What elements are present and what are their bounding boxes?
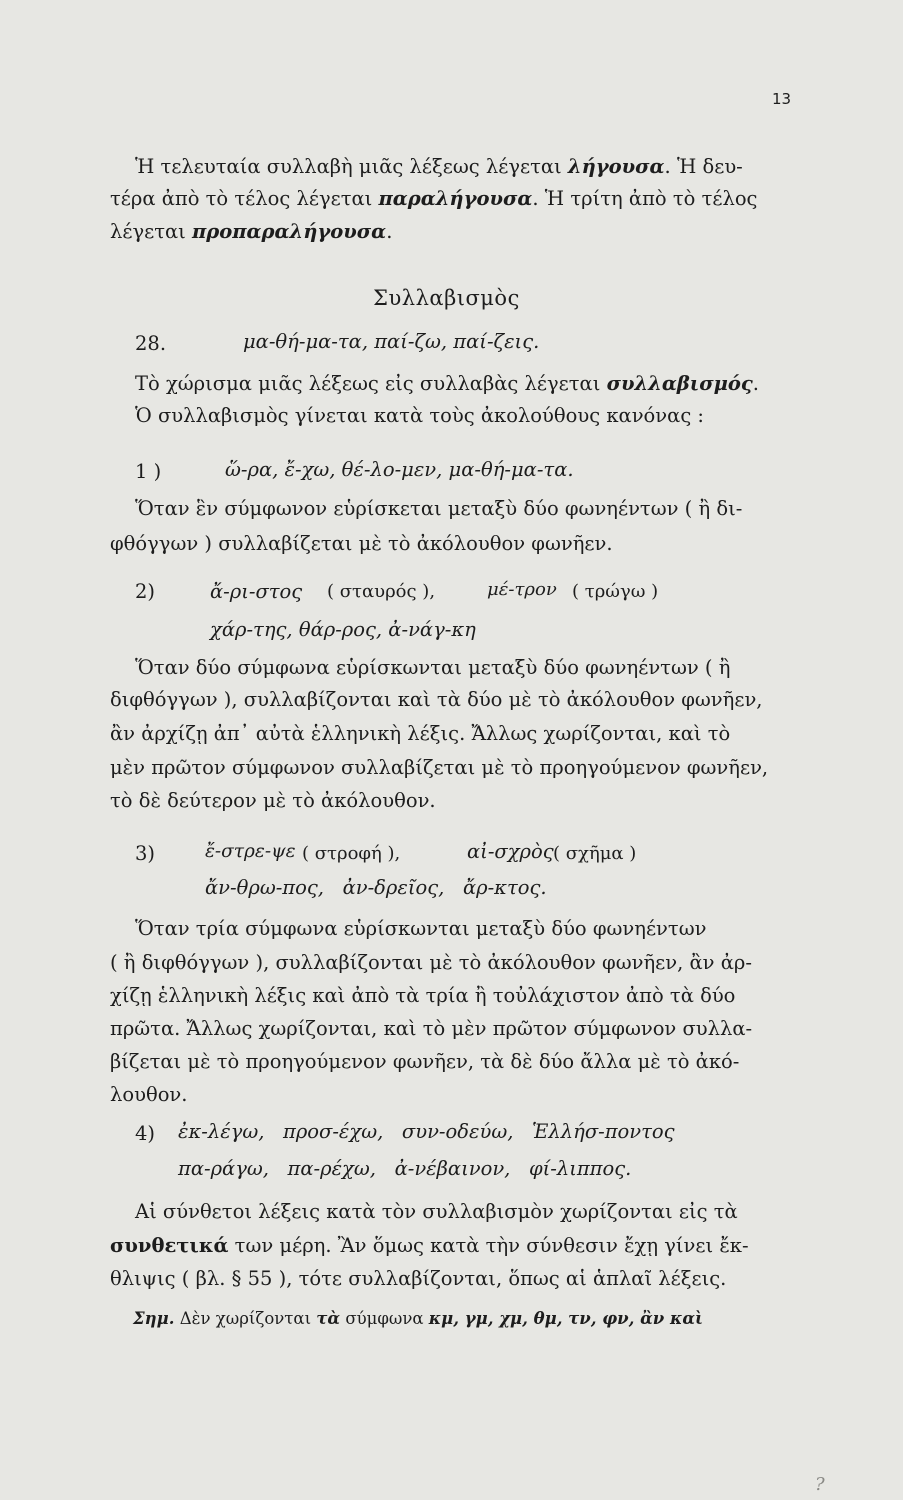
rule-3-text-4: πρῶτα. Ἄλλως χωρίζονται, καὶ τὸ μὲν πρῶτον σύμφωνον συλλα- (110, 1017, 753, 1040)
term-paralegousa: παραλήγουσα (378, 187, 533, 210)
rule-4-example-line-2: πα-ράγω, πα-ρέχω, ἀ-νέβαινον, φί-λιππος. (178, 1157, 632, 1180)
note-label: Σημ. (133, 1309, 175, 1328)
rule-2-gloss-a: ( σταυρός ), (327, 581, 436, 602)
rule-1-example: ὥ-ρα, ἔ-χω, θέ-λο-μεν, μα-θή-μα-τα. (225, 458, 574, 481)
definition-line-2: Ὁ συλλαβισμὸς γίνεται κατὰ τοὺς ἀκολούθους κανόνας : (135, 404, 705, 427)
rule-2-example-b: μέ-τρον (487, 579, 557, 600)
rule-2-text-2: διφθόγγων ), συλλαβίζονται καὶ τὰ δύο μὲ τὸ ἀκόλουθον φωνῆεν, (110, 688, 763, 711)
example-28: μα-θή-μα-τα, παί-ζω, παί-ζεις. (243, 330, 540, 353)
section-heading: Συλλαβισμὸς (373, 286, 520, 310)
term-syllavismos: συλλαβισμός (606, 372, 753, 395)
rule-3-gloss-a: ( στροφή ), (302, 843, 401, 864)
term-proparalegousa: προπαραλήγουσα (192, 220, 387, 243)
rule-2-number: 2) (135, 580, 156, 603)
rule-3-text-1: Ὅταν τρία σύμφωνα εὑρίσκωνται μεταξὺ δύο φωνηέντων (135, 917, 707, 940)
compound-text-2: συνθετικά των μέρη. Ἂν ὅμως κατὰ τὴν σύνθεσιν ἔχῃ γίνει ἔκ- (110, 1234, 749, 1257)
rule-2-text-5: τὸ δὲ δεύτερον μὲ τὸ ἀκόλουθον. (110, 789, 436, 812)
note-line: Σημ. Δὲν χωρίζονται τὰ σύμφωνα κμ, γμ, χμ, θμ, τν, φν, ἂν καὶ (133, 1309, 704, 1328)
rule-1-text-1: Ὅταν ἓν σύμφωνον εὑρίσκεται μεταξὺ δύο φωνηέντων ( ἢ δι- (135, 497, 743, 520)
rule-2-example-line-2: χάρ-της, θάρ-ρος, ἀ-νάγ-κη (210, 618, 476, 641)
section-number-28: 28. (135, 332, 167, 355)
note-clusters: κμ, γμ, χμ, θμ, τν, φν, (428, 1309, 635, 1328)
intro-line-3: λέγεται προπαραλήγουσα. (110, 220, 393, 243)
rule-4-example-line-1: ἐκ-λέγω, προσ-έχω, συν-οδεύω, Ἑλλήσ-ποντος (178, 1120, 675, 1143)
rule-3-example-b: αἰ-σχρὸς (467, 840, 554, 863)
rule-2-gloss-b: ( τρώγω ) (572, 581, 659, 602)
rule-2-text-1: Ὅταν δύο σύμφωνα εὑρίσκωνται μεταξὺ δύο φωνηέντων ( ἢ (135, 656, 731, 679)
rule-4-number: 4) (135, 1122, 156, 1145)
stray-mark: ? (815, 1474, 825, 1495)
rule-3-text-6: λουθον. (110, 1083, 188, 1106)
rule-3-text-3: χίζῃ ἑλληνικὴ λέξις καὶ ἀπὸ τὰ τρία ἢ τοὐλάχιστον ἀπὸ τὰ δύο (110, 984, 736, 1007)
rule-3-text-2: ( ἢ διφθόγγων ), συλλαβίζονται μὲ τὸ ἀκόλουθον φωνῆεν, ἂν ἀρ- (110, 951, 752, 974)
page-number: 13 (772, 90, 792, 108)
rule-1-text-2: φθόγγων ) συλλαβίζεται μὲ τὸ ἀκόλουθον φωνῆεν. (110, 532, 613, 555)
intro-line-2: τέρα ἀπὸ τὸ τέλος λέγεται παραλήγουσα. Ἡ τρίτη ἀπὸ τὸ τέλος (110, 187, 758, 210)
term-legousa: λήγουσα (567, 155, 665, 178)
intro-line-1: Ἡ τελευταία συλλαβὴ μιᾶς λέξεως λέγεται λήγουσα. Ἡ δευ- (135, 155, 743, 178)
rule-3-example-line-2: ἄν-θρω-πος, ἀν-δρεῖος, ἄρ-κτος. (205, 876, 547, 899)
term-synthetika: συνθετικά (110, 1234, 229, 1257)
definition-line-1: Τὸ χώρισμα μιᾶς λέξεως εἰς συλλαβὰς λέγεται συλλαβισμός. (135, 372, 759, 395)
rule-3-number: 3) (135, 842, 156, 865)
rule-3-gloss-b: ( σχῆμα ) (553, 843, 637, 864)
rule-1-number: 1 ) (135, 460, 162, 483)
rule-2-text-4: μὲν πρῶτον σύμφωνον συλλαβίζεται μὲ τὸ προηγούμενον φωνῆεν, (110, 756, 769, 779)
rule-2-example-a: ἄ-ρι-στος (210, 580, 303, 603)
rule-3-example-a: ἔ-στρε-ψε (205, 841, 296, 862)
rule-3-text-5: βίζεται μὲ τὸ προηγούμενον φωνῆεν, τὰ δὲ δύο ἄλλα μὲ τὸ ἀκό- (110, 1050, 740, 1073)
compound-text-1: Αἱ σύνθετοι λέξεις κατὰ τὸν συλλαβισμὸν χωρίζονται εἰς τὰ (135, 1200, 738, 1223)
rule-2-text-3: ἂν ἀρχίζῃ ἀπ᾽ αὐτὰ ἑλληνικὴ λέξις. Ἄλλως χωρίζονται, καὶ τὸ (110, 722, 731, 745)
compound-text-3: θλιψις ( βλ. § 55 ), τότε συλλαβίζονται, ὅπως αἱ ἁπλαῖ λέξεις. (110, 1267, 727, 1290)
